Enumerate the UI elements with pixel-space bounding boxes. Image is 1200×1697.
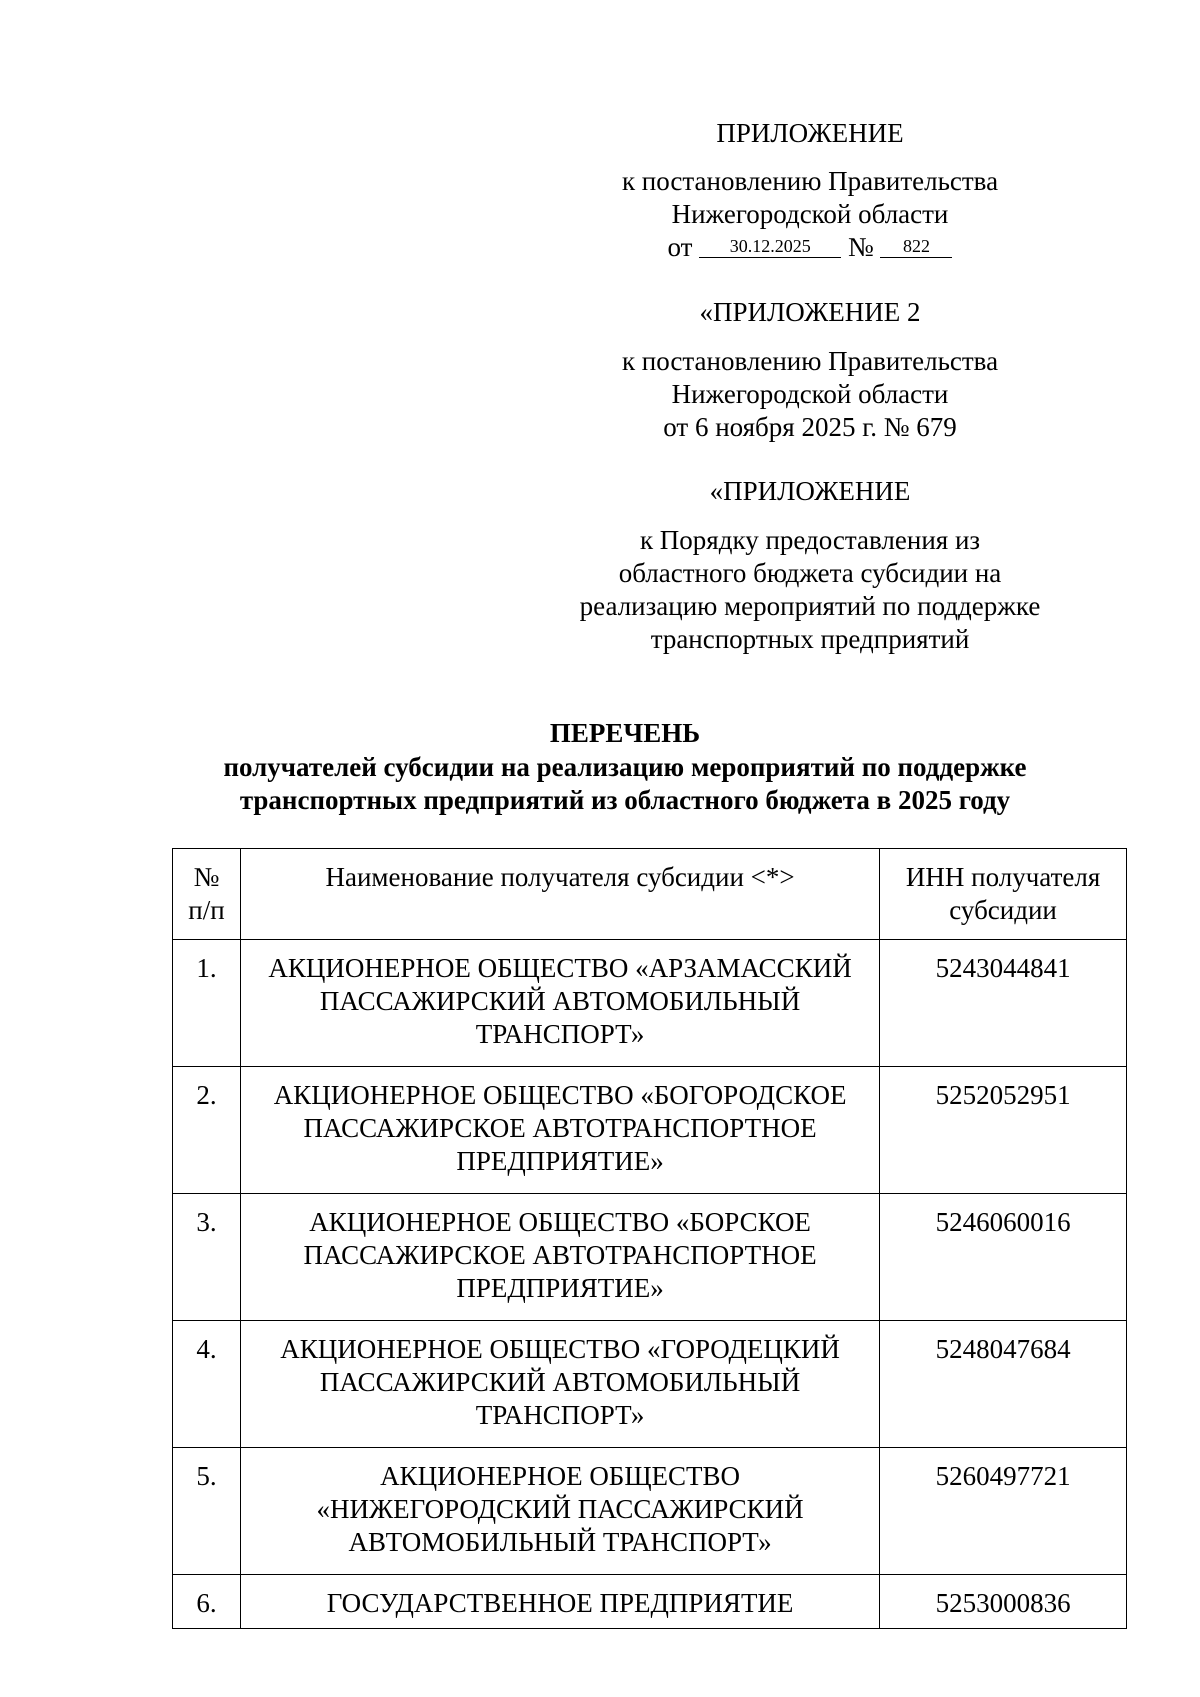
table-header-row	[173, 849, 1127, 940]
resolution-date: 30.12.2025	[699, 235, 841, 258]
resolution-line: Нижегородской области	[671, 199, 949, 229]
table-row	[173, 1194, 1127, 1321]
row-name-line: ПРЕДПРИЯТИЕ»	[456, 1273, 664, 1303]
resolution-reference	[570, 165, 1050, 264]
appendix3-line: к Порядку предоставления из	[639, 525, 981, 555]
appendix2-title-text: «ПРИЛОЖЕНИЕ 2	[699, 297, 921, 327]
header-inn-line: ИНН получателя	[905, 862, 1101, 892]
row-inn: 5260497721	[880, 1448, 1127, 1575]
row-name	[240, 940, 879, 1067]
resolution-line: к постановлению Правительства	[621, 166, 999, 196]
row-name-line: ПАССАЖИРСКИЙ АВТОМОБИЛЬНЫЙ	[319, 986, 801, 1016]
header-num-line: №	[193, 862, 220, 892]
row-name-line: АКЦИОНЕРНОЕ ОБЩЕСТВО «АРЗАМАССКИЙ	[268, 953, 852, 983]
row-inn: 5252052951	[880, 1067, 1127, 1194]
row-inn: 5248047684	[880, 1321, 1127, 1448]
resolution-date-line	[570, 231, 1050, 264]
row-name-line: ПРЕДПРИЯТИЕ»	[456, 1146, 664, 1176]
row-num: 5.	[173, 1448, 241, 1575]
row-inn: 5253000836	[880, 1575, 1127, 1629]
row-name-line: ТРАНСПОРТ»	[475, 1400, 645, 1430]
appendix3-title	[570, 475, 1050, 508]
header-inn-line: субсидии	[949, 895, 1057, 925]
resolution-number: 822	[880, 235, 952, 258]
row-name-line: ПАССАЖИРСКОЕ АВТОТРАНСПОРТНОЕ	[303, 1113, 817, 1143]
row-num: 1.	[173, 940, 241, 1067]
header-inn	[880, 849, 1127, 940]
header-num-line: п/п	[188, 895, 225, 925]
row-name	[240, 1321, 879, 1448]
appendix2-line: к постановлению Правительства	[621, 346, 999, 376]
appendix3-line: транспортных предприятий	[650, 624, 970, 654]
row-name-line: АКЦИОНЕРНОЕ ОБЩЕСТВО «БОГОРОДСКОЕ	[273, 1080, 847, 1110]
appendix2-line: от 6 ноября 2025 г. № 679	[663, 412, 957, 442]
row-name-line: ГОСУДАРСТВЕННОЕ ПРЕДПРИЯТИЕ	[326, 1588, 794, 1618]
header-name: Наименование получателя субсидии <*>	[240, 849, 879, 940]
header-num	[173, 849, 241, 940]
list-subtitle-line1: получателей субсидии на реализацию мероприятий по поддержке	[223, 752, 1027, 782]
row-name-line: АКЦИОНЕРНОЕ ОБЩЕСТВО «ГОРОДЕЦКИЙ	[280, 1334, 840, 1364]
row-name	[240, 1194, 879, 1321]
date-prefix: от	[667, 232, 693, 262]
table-row	[173, 1321, 1127, 1448]
row-name-line: ПАССАЖИРСКОЕ АВТОТРАНСПОРТНОЕ	[303, 1240, 817, 1270]
row-num: 3.	[173, 1194, 241, 1321]
row-num: 4.	[173, 1321, 241, 1448]
row-name-line: АКЦИОНЕРНОЕ ОБЩЕСТВО	[380, 1461, 741, 1491]
appendix3-line: реализацию мероприятий по поддержке	[579, 591, 1041, 621]
row-num: 2.	[173, 1067, 241, 1194]
table-row	[173, 1067, 1127, 1194]
recipients-table	[172, 848, 1127, 1629]
number-sign: №	[847, 232, 874, 262]
row-num: 6.	[173, 1575, 241, 1629]
table-row	[173, 940, 1127, 1067]
row-name-line: ТРАНСПОРТ»	[475, 1019, 645, 1049]
row-name-line: АВТОМОБИЛЬНЫЙ ТРАНСПОРТ»	[348, 1527, 772, 1557]
appendix3-title-text: «ПРИЛОЖЕНИЕ	[709, 476, 911, 506]
appendix-title	[570, 117, 1050, 150]
appendix3-reference	[570, 524, 1050, 656]
row-inn: 5246060016	[880, 1194, 1127, 1321]
row-name	[240, 1067, 879, 1194]
row-inn: 5243044841	[880, 940, 1127, 1067]
appendix2-title	[570, 296, 1050, 329]
row-name-line: «НИЖЕГОРОДСКИЙ ПАССАЖИРСКИЙ	[316, 1494, 804, 1524]
row-name-line: ПАССАЖИРСКИЙ АВТОМОБИЛЬНЫЙ	[319, 1367, 801, 1397]
appendix3-line: областного бюджета субсидии на	[618, 558, 1002, 588]
list-title: ПЕРЕЧЕНЬ	[549, 718, 701, 748]
row-name	[240, 1575, 879, 1629]
appendix2-line: Нижегородской области	[671, 379, 949, 409]
appendix-title-text: ПРИЛОЖЕНИЕ	[716, 118, 904, 148]
row-name	[240, 1448, 879, 1575]
list-subtitle-line2: транспортных предприятий из областного бюджета в 2025 году	[239, 785, 1011, 815]
row-name-line: АКЦИОНЕРНОЕ ОБЩЕСТВО «БОРСКОЕ	[309, 1207, 811, 1237]
appendix2-reference	[570, 345, 1050, 444]
table-row	[173, 1448, 1127, 1575]
table-row	[173, 1575, 1127, 1629]
